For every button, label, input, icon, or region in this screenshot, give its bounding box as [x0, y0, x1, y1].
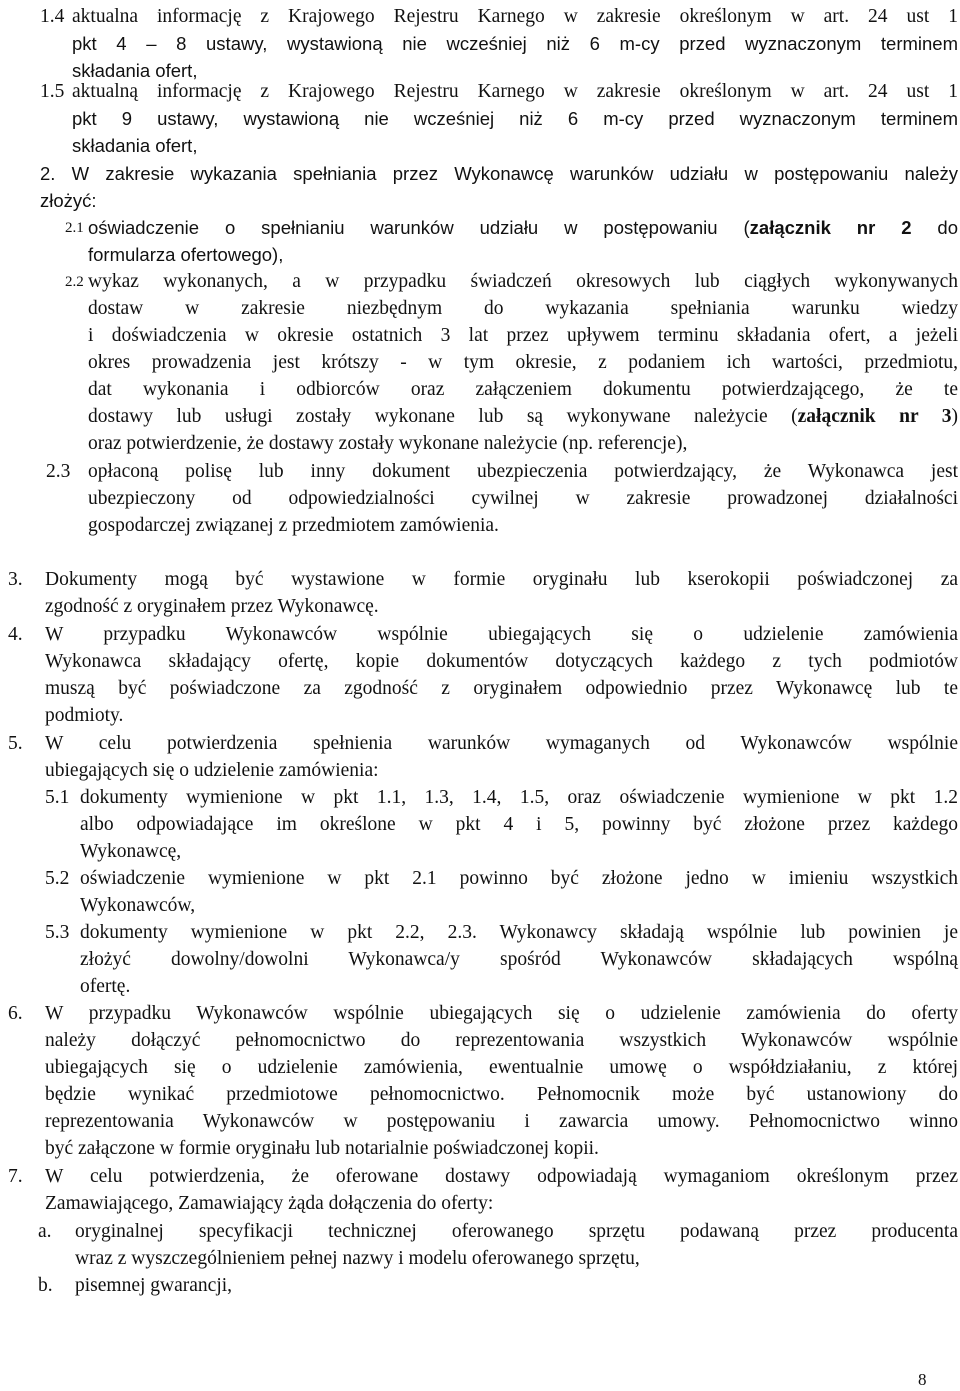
item-2-3: opłaconą polisę lub inny dokument ubezpieczenia potwierdzający, że Wykonawca jest ubezpieczony od odpowiedzialności cywilnej w zakresie prowadzonej działalności gospodarczej związanej z przedmiotem zamówienia.: [88, 461, 958, 536]
item-a: oryginalnej specyfikacji technicznej oferowanego sprzętu podawaną przez producenta wraz z wyszczególnieniem pełnej nazwy i modelu oferowanego sprzętu,: [75, 1221, 958, 1269]
item-2-2-number: 2.2: [65, 274, 84, 290]
item-5-2: oświadczenie wymienione w pkt 2.1 powinno być złożone jedno w imieniu wszystkich Wykonawców,: [80, 868, 958, 916]
item-b-number: b.: [38, 1275, 53, 1296]
item-6-number: 6.: [8, 1003, 23, 1024]
item-2-3-number: 2.3: [46, 461, 71, 482]
item-1-4-continued: pkt 4 – 8 ustawy, wystawioną nie wcześniej niż 6 m-cy przed wyznaczonym terminem składania ofert,: [72, 33, 958, 81]
item-5-3: dokumenty wymienione w pkt 2.2, 2.3. Wykonawcy składają wspólnie lub powinien je złożyć dowolny/dowolni Wykonawca/y spośród Wykonawców składających wspólną ofertę.: [80, 922, 958, 997]
item-3: Dokumenty mogą być wystawione w formie oryginału lub kserokopii poświadczonej za zgodność z oryginałem przez Wykonawcę.: [45, 569, 958, 617]
item-1-5: aktualną informację z Krajowego Rejestru Karnego w zakresie określonym w art. 24 ust 1: [72, 81, 958, 102]
item-1-4: aktualna informację z Krajowego Rejestru Karnego w zakresie określonym w art. 24 ust 1: [72, 6, 958, 27]
item-2: 2. W zakresie wykazania spełniania przez Wykonawcę warunków udziału w postępowaniu należy złożyć:: [40, 163, 958, 211]
item-5-3-number: 5.3: [45, 922, 70, 943]
item-4: W przypadku Wykonawców wspólnie ubiegających się o udzielenie zamówienia Wykonawca składający ofertę, kopie dokumentów dotyczących każdego z tych podmiotów muszą być poświadczone za zgodność z oryginałem odpowiednio przez Wykonawcę lub te podmioty.: [45, 624, 958, 726]
item-2-1: oświadczenie o spełnianiu warunków udziału w postępowaniu (załącznik nr 2 do formularza ofertowego),: [88, 217, 959, 265]
item-3-number: 3.: [8, 569, 23, 590]
item-a-number: a.: [38, 1221, 52, 1242]
item-2-2: wykaz wykonanych, a w przypadku świadczeń okresowych lub ciągłych wykonywanych dostaw w zakresie niezbędnym do wykazania spełniania warunku wiedzy i doświadczenia w okresie ostatnich 3 lat przez upływem terminu składania ofert, a jeżeli okres prowadzenia jest krótszy - w tym okresie, z podaniem ich wartości, przedmiotu, dat wykonania i odbiorców oraz załączeniem dokumentu potwierdzającego, że te dostawy lub usługi zostały wykonane lub są wykonywane należycie (załącznik nr 3) oraz potwierdzenie, że dostawy zostały wykonane należycie (np. referencje),: [88, 271, 959, 454]
item-5-1-number: 5.1: [45, 787, 70, 808]
item-5: W celu potwierdzenia spełnienia warunków wymaganych od Wykonawców wspólnie ubiegających się o udzielenie zamówienia:: [45, 733, 958, 781]
item-2-1-number: 2.1: [65, 220, 84, 236]
page-number: 8: [918, 1370, 927, 1389]
item-1-5-continued: pkt 9 ustawy, wystawioną nie wcześniej niż 6 m-cy przed wyznaczonym terminem składania ofert,: [72, 108, 958, 156]
item-5-2-number: 5.2: [45, 868, 70, 889]
item-b: pisemnej gwarancji,: [75, 1275, 233, 1296]
item-5-1: dokumenty wymienione w pkt 1.1, 1.3, 1.4, 1.5, oraz oświadczenie wymienione w pkt 1.2 albo odpowiadające im określone w pkt 4 i 5, powinny być złożone przez każdego Wykonawcę,: [80, 787, 958, 862]
item-4-number: 4.: [8, 624, 23, 645]
item-1-5-number: 1.5: [40, 81, 65, 102]
item-6: W przypadku Wykonawców wspólnie ubiegających się o udzielenie zamówienia do oferty należy dołączyć pełnomocnictwo do reprezentowania wszystkich Wykonawców wspólnie ubiegających się o udzielenie zamówienia, ewentualnie umowę o współdziałaniu, z której będzie wynikać przedmiotowe pełnomocnictwo. Pełnomocnik może być ustanowiony do reprezentowania Wykonawców w postępowaniu i zawarcia umowy. Pełnomocnictwo winno być załączone w formie oryginału lub notarialnie poświadczonej kopii.: [45, 1003, 958, 1159]
item-1-4-number: 1.4: [40, 6, 65, 27]
item-5-number: 5.: [8, 733, 23, 754]
item-7-number: 7.: [8, 1166, 23, 1187]
item-7: W celu potwierdzenia, że oferowane dostawy odpowiadają wymaganiom określonym przez Zamawiającego, Zamawiający żąda dołączenia do oferty:: [45, 1166, 958, 1214]
